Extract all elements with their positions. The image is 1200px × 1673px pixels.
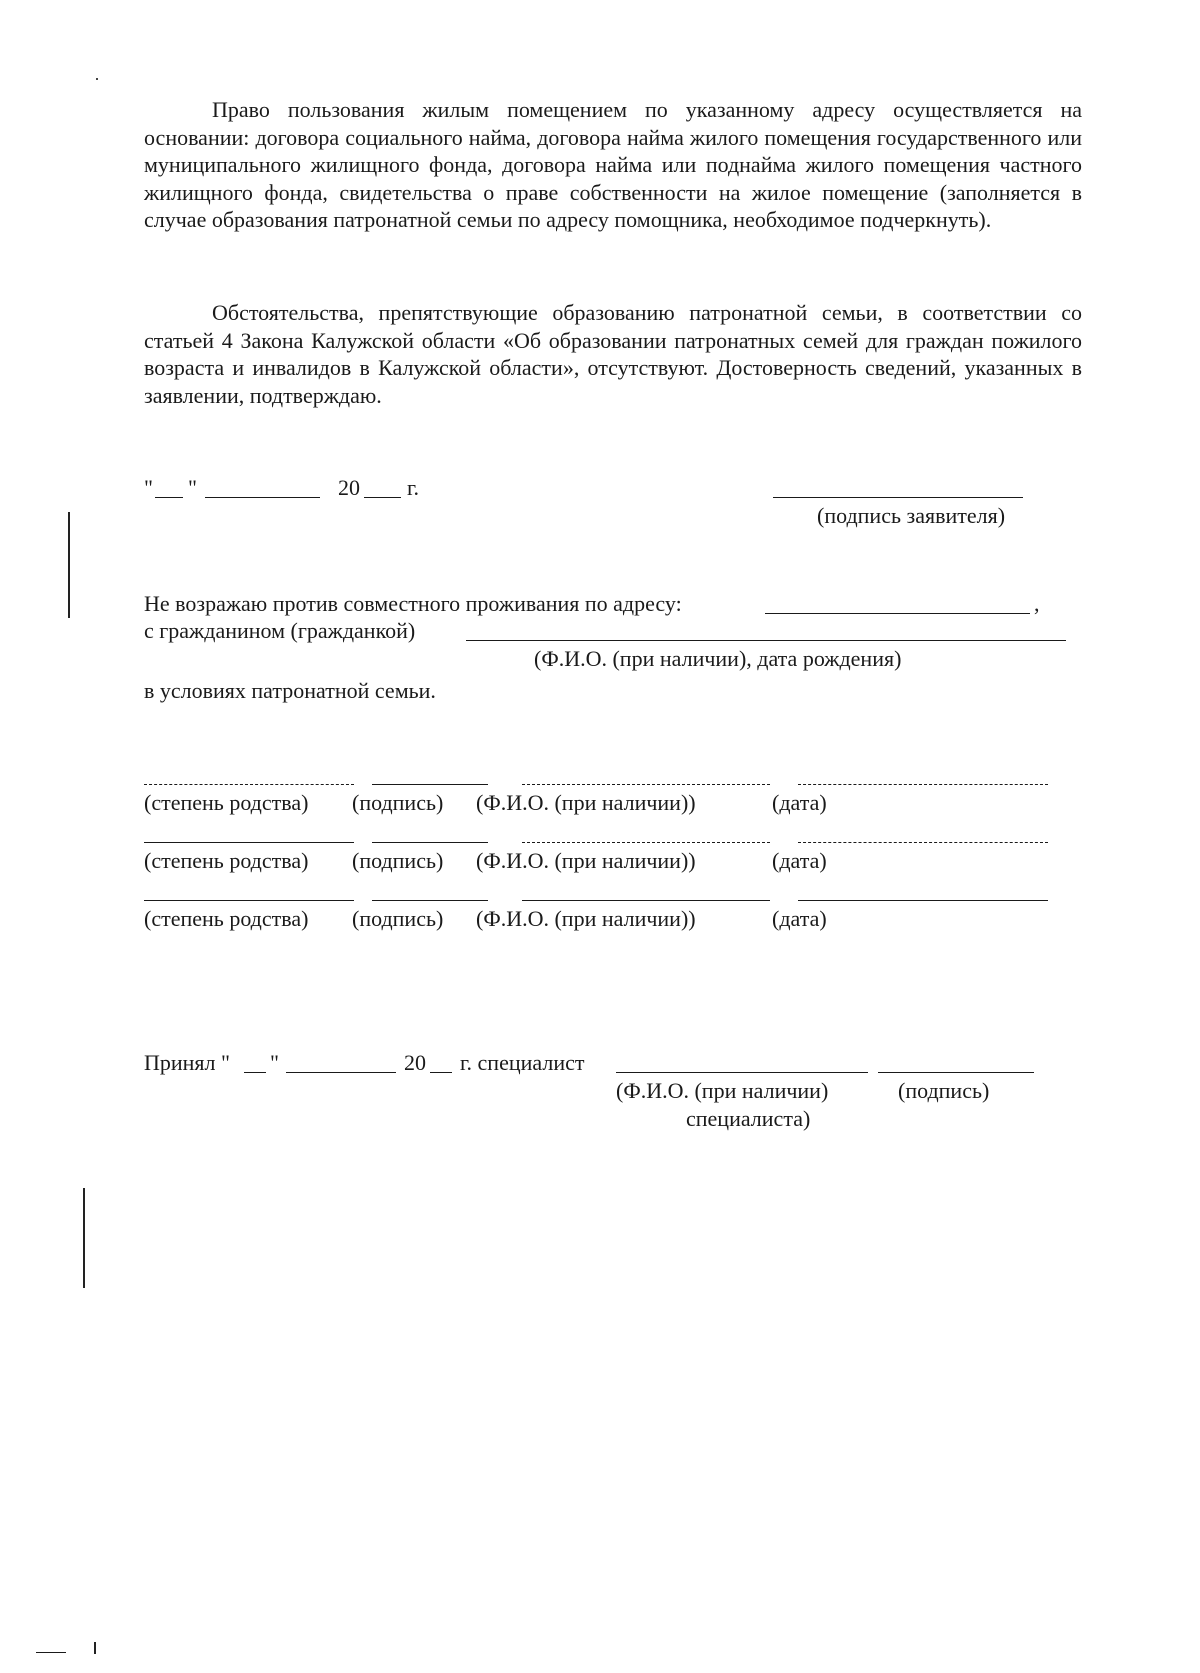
relation-field[interactable] [144,900,354,901]
scan-bottom-tick [94,1642,96,1654]
date-field[interactable] [798,900,1048,901]
month-field[interactable] [205,497,320,498]
date-caption: (дата) [772,790,827,815]
signature-caption: (подпись) [352,790,444,815]
date-field[interactable] [798,842,1048,843]
specialist-signature-field[interactable] [878,1072,1034,1073]
applicant-signature-field[interactable] [773,497,1023,498]
specialist-name-caption: (Ф.И.О. (при наличии) [616,1078,829,1103]
scan-speck [96,78,98,80]
relation-field[interactable] [144,842,354,843]
signature-field[interactable] [372,784,488,785]
consent-address-label: Не возражаю против совместного проживания по адресу: [144,591,682,616]
relation-caption: (степень родства) [144,848,309,873]
date-quote-close: " [188,475,197,500]
date-field[interactable] [798,784,1048,785]
citizen-label: с гражданином (гражданкой) [144,618,416,643]
accepted-quote-close: " [270,1050,279,1075]
year-field[interactable] [364,497,401,498]
name-field[interactable] [522,900,770,901]
accepted-suffix: г. специалист [460,1050,585,1075]
address-comma: , [1034,591,1040,616]
relation-caption: (степень родства) [144,790,309,815]
applicant-signature-caption: (подпись заявителя) [817,503,1006,528]
name-field[interactable] [522,784,770,785]
accepted-month-field[interactable] [286,1072,396,1073]
name-caption: (Ф.И.О. (при наличии)) [476,906,696,931]
residence-right-paragraph: Право пользования жилым помещением по указанному адресу осуществляется на основании: договора социального найма, договора найма жилого помещения государственного или муниципального жилищного фонда, договора найма или поднайма жилого помещения частного жилищного фонда, свидетельства о праве собственности на жилое помещение (заполняется в случае образования патронатной семьи по адресу помощника, необходимое подчеркнуть). [144,97,1082,232]
date-caption: (дата) [772,848,827,873]
citizen-name-caption: (Ф.И.О. (при наличии), дата рождения) [534,646,902,671]
accepted-day-field[interactable] [244,1072,266,1073]
scan-bottom-mark [36,1652,66,1653]
specialist-name-caption-2: специалиста) [686,1106,811,1131]
signature-caption: (подпись) [352,848,444,873]
relation-caption: (степень родства) [144,906,309,931]
address-field[interactable] [765,613,1030,614]
name-field[interactable] [522,842,770,843]
year-suffix: г. [407,475,420,500]
name-caption: (Ф.И.О. (при наличии)) [476,790,696,815]
accepted-year-prefix: 20 [404,1050,426,1075]
signature-field[interactable] [372,842,488,843]
patronage-conditions-text: в условиях патронатной семьи. [144,678,436,703]
name-caption: (Ф.И.О. (при наличии)) [476,848,696,873]
date-quote-open: " [144,475,153,500]
no-obstacles-paragraph: Обстоятельства, препятствующие образованию патронатной семьи, в соответствии со статьей 4 Закона Калужской области «Об образовании патронатных семей для граждан пожилого возраста и инвалидов в Калужской области», отсутствуют. Достоверность сведений, указанных в заявлении, подтверждаю. [144,300,1082,408]
date-caption: (дата) [772,906,827,931]
citizen-name-field[interactable] [466,640,1066,641]
accepted-prefix: Принял " [144,1050,231,1075]
scan-margin-mark [83,1188,85,1288]
year-prefix: 20 [338,475,360,500]
specialist-signature-caption: (подпись) [898,1078,990,1103]
signature-caption: (подпись) [352,906,444,931]
scan-margin-mark [68,512,70,618]
specialist-name-field[interactable] [616,1072,868,1073]
relation-field[interactable] [144,784,354,785]
signature-field[interactable] [372,900,488,901]
accepted-year-field[interactable] [430,1072,452,1073]
day-field[interactable] [155,497,183,498]
